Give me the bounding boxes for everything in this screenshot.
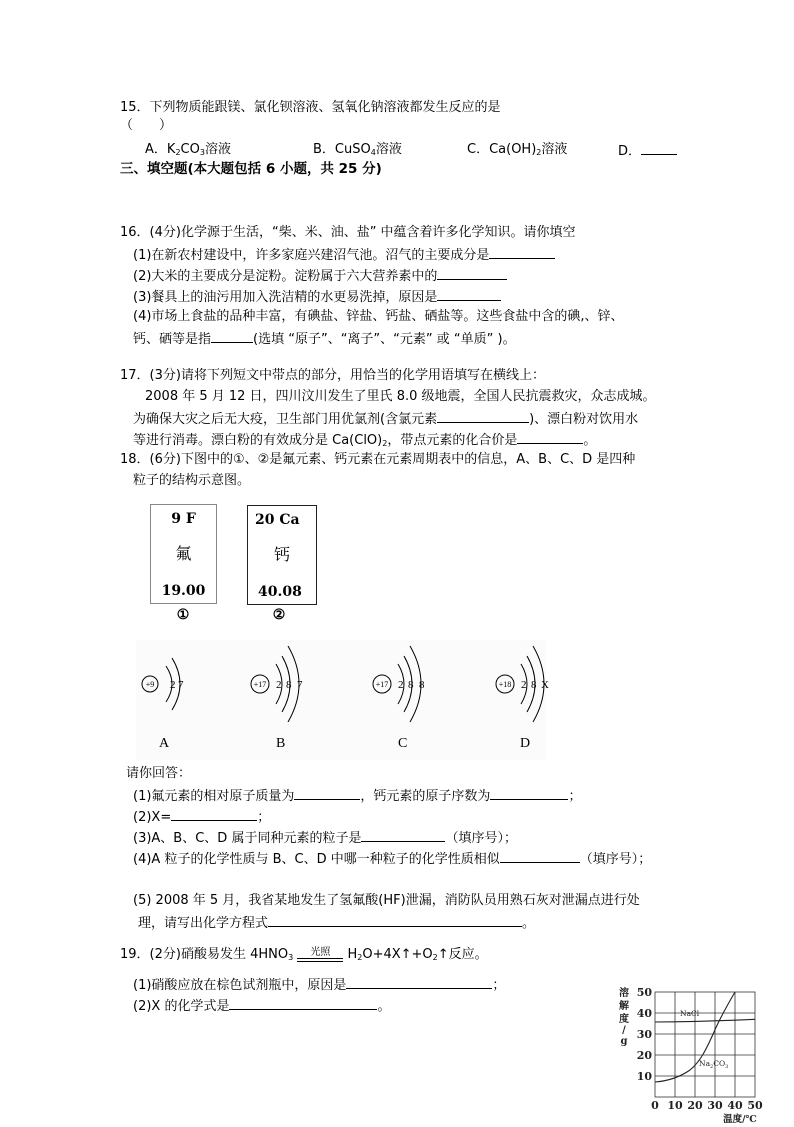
q17-blank-2[interactable] bbox=[517, 430, 583, 444]
svg-text:温度/℃: 温度/℃ bbox=[723, 1114, 757, 1123]
svg-text:7: 7 bbox=[178, 679, 184, 691]
q16-blank-4[interactable] bbox=[211, 329, 253, 343]
svg-text:溶: 溶 bbox=[619, 988, 629, 999]
svg-text:10: 10 bbox=[636, 1070, 652, 1083]
q16-stem: 16．(4分)化学源于生活，“柴、米、油、盐” 中蕴含着许多化学知识。请你填空 bbox=[120, 225, 576, 240]
q18-blank-4[interactable] bbox=[500, 849, 580, 863]
q15-stem: 15．下列物质能跟镁、氯化钡溶液、氢氧化钠溶液都发生反应的是 bbox=[120, 100, 501, 115]
svg-text:Na2CO3: $Na_2CO_3$ bbox=[699, 1059, 729, 1070]
q18-answer-5: (5) 2008 年 5 月，我省某地发生了氢氟酸(HF)泄漏，消防队员用熟石灰对泄漏点进行处 bbox=[133, 893, 640, 908]
q17-stem: 17．(3分)请将下列短文中带点的部分，用恰当的化学用语填写在横线上： bbox=[120, 368, 545, 383]
q15-option-d-blank[interactable] bbox=[641, 141, 677, 155]
solubility-chart bbox=[610, 980, 770, 1123]
particle-d bbox=[491, 640, 591, 750]
particle-diagrams bbox=[136, 640, 549, 760]
svg-text:20: 20 bbox=[636, 1049, 652, 1062]
q16-item-2: (2)大米的主要成分是淀粉。淀粉属于六大营养素中的 bbox=[133, 266, 507, 286]
svg-text:NaCl: NaCl bbox=[680, 1009, 700, 1018]
q18-blank-1a[interactable] bbox=[294, 786, 360, 800]
svg-text:解: 解 bbox=[619, 1001, 629, 1012]
particle-label-b: B bbox=[276, 736, 286, 751]
svg-text:2: 2 bbox=[398, 679, 404, 691]
svg-text:2: 2 bbox=[170, 679, 176, 691]
particle-a-shells-icon bbox=[136, 640, 226, 730]
q15-option-d[interactable]: D． bbox=[618, 141, 677, 161]
equals-sign-icon bbox=[297, 958, 343, 962]
particle-d-shells-icon bbox=[491, 640, 591, 740]
particle-c bbox=[368, 640, 468, 750]
q18-blank-5[interactable] bbox=[268, 913, 522, 927]
q19-answer-2: (2)X 的化学式是 。 bbox=[133, 996, 390, 1016]
q17-line2: 为确保大灾之后无大疫，卫生部门用优氯剂(含氯元素 )、漂白粉对饮用水 bbox=[133, 409, 638, 429]
svg-text:7: 7 bbox=[297, 679, 303, 691]
svg-text:40: 40 bbox=[636, 1007, 652, 1020]
q19-blank-1[interactable] bbox=[346, 975, 492, 989]
svg-text:8: 8 bbox=[419, 679, 425, 691]
svg-text:10: 10 bbox=[667, 1099, 683, 1112]
section-heading: 三、填空题(本大题包括 6 小题，共 25 分) bbox=[120, 161, 382, 177]
q16-item-1: (1)在新农村建设中，许多家庭兴建沼气池。沼气的主要成分是 bbox=[133, 245, 555, 265]
q18-answer-3: (3)A、B、C、D 属于同种元素的粒子是 （填序号）； bbox=[133, 828, 517, 848]
svg-text:+17: +17 bbox=[375, 680, 389, 689]
q18-answer-4: (4)A 粒子的化学性质与 B、C、D 中哪一种粒子的化学性质相似 （填序号）； bbox=[133, 849, 651, 869]
element-card-fluorine: 9 F 氟 19.00 bbox=[150, 504, 217, 604]
particle-label-d: D bbox=[520, 736, 531, 751]
q16-item-3: (3)餐具上的油污用加入洗洁精的水更易洗掉，原因是 bbox=[133, 287, 501, 307]
svg-text:8: 8 bbox=[531, 679, 537, 691]
q18-stem-line2: 粒子的结构示意图。 bbox=[133, 473, 251, 488]
solubility-chart-svg bbox=[610, 980, 770, 1123]
q19-answer-1: (1)硝酸应放在棕色试剂瓶中，原因是 ； bbox=[133, 975, 505, 995]
svg-text:/: / bbox=[622, 1025, 626, 1036]
q16-blank-1[interactable] bbox=[489, 245, 555, 259]
svg-text:50: 50 bbox=[636, 986, 652, 999]
particle-a bbox=[136, 640, 226, 750]
svg-text:度: 度 bbox=[619, 1014, 629, 1025]
q19-stem: 19．(2分)硝酸易发生 $4HNO_3$ 光照 $H_2O+4X↑+O_2↑$反应。 bbox=[120, 947, 488, 962]
particle-b-shells-icon bbox=[246, 640, 346, 740]
q18-stem-line1: 18．(6分)下图中的①、②是氟元素、钙元素在元素周期表中的信息，A、B、C、D 是四种 bbox=[120, 452, 636, 467]
q18-answer-1: (1)氟元素的相对原子质量为 ，钙元素的原子序数为 ； bbox=[133, 786, 581, 806]
q16-blank-3[interactable] bbox=[437, 287, 501, 301]
svg-text:2: 2 bbox=[521, 679, 527, 691]
svg-text:20: 20 bbox=[687, 1099, 703, 1112]
element-label-2: ② bbox=[272, 607, 286, 623]
particle-label-c: C bbox=[398, 736, 408, 751]
svg-text:+18: +18 bbox=[498, 680, 512, 689]
svg-text:8: 8 bbox=[408, 679, 414, 691]
svg-text:2: 2 bbox=[276, 679, 282, 691]
particle-label-a: A bbox=[159, 736, 170, 751]
q17-blank-1[interactable] bbox=[437, 409, 529, 423]
svg-text:0: 0 bbox=[651, 1099, 659, 1112]
q18-blank-2[interactable] bbox=[171, 807, 257, 821]
q18-blank-1b[interactable] bbox=[490, 786, 568, 800]
q15-answer-paren[interactable]: （ ） bbox=[120, 118, 173, 133]
element-card-calcium: 20 Ca 钙 40.08 bbox=[247, 505, 317, 605]
svg-text:+9: +9 bbox=[145, 680, 155, 689]
q16-item-4: (4)市场上食盐的品种丰富，有碘盐、锌盐、钙盐、硒盐等。这些食盐中含的碘,、锌、 bbox=[133, 309, 624, 324]
svg-text:40: 40 bbox=[727, 1099, 743, 1112]
q15-option-a[interactable]: A．$K_2CO_3$溶液 bbox=[145, 142, 231, 157]
svg-text:30: 30 bbox=[707, 1099, 723, 1112]
q18-blank-3[interactable] bbox=[361, 828, 445, 842]
svg-text:+17: +17 bbox=[253, 680, 267, 689]
q15-option-c[interactable]: C．$Ca(OH)_2$溶液 bbox=[467, 142, 568, 157]
element-label-1: ① bbox=[176, 607, 190, 623]
q19-blank-2[interactable] bbox=[229, 996, 377, 1010]
particle-c-shells-icon bbox=[368, 640, 468, 740]
reaction-arrow: 光照 bbox=[297, 947, 343, 962]
svg-text:50: 50 bbox=[747, 1099, 763, 1112]
svg-text:g: g bbox=[620, 1036, 628, 1047]
svg-text:30: 30 bbox=[636, 1028, 652, 1041]
q17-line1: 2008 年 5 月 12 日，四川汶川发生了里氏 8.0 级地震，全国人民抗震救灾，众志成城。 bbox=[145, 389, 656, 404]
q15-option-b[interactable]: B．CuSO$_4$溶液 bbox=[313, 142, 402, 157]
particle-b bbox=[246, 640, 346, 750]
q18-prompt: 请你回答： bbox=[126, 766, 192, 781]
q18-answer-2: (2)X= ； bbox=[133, 807, 270, 827]
q16-item-4-line2: 钙、硒等是指 (选填 “原子”、“离子”、“元素” 或 “单质” )。 bbox=[133, 329, 516, 349]
svg-text:X: X bbox=[541, 679, 549, 691]
q18-answer-5-line2: 理，请写出化学方程式 。 bbox=[138, 913, 535, 933]
q17-line3: 等进行消毒。漂白粉的有效成分是 $Ca(ClO)_2$，带点元素的化合价是 。 bbox=[133, 430, 596, 450]
q16-blank-2[interactable] bbox=[437, 266, 507, 280]
svg-text:8: 8 bbox=[286, 679, 292, 691]
